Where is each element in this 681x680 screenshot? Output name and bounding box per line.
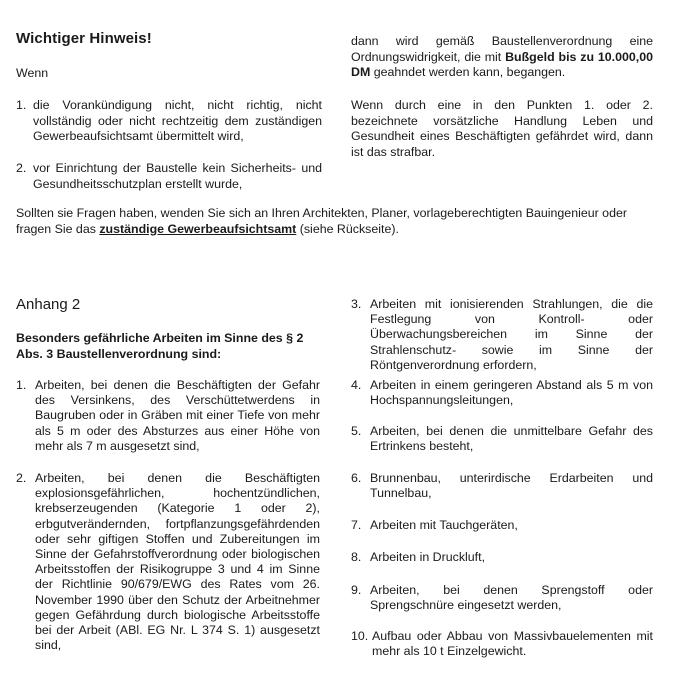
notice-point-1 [16,98,322,145]
annex-item-number: 9. [351,583,362,597]
notice-point-2 [16,161,322,192]
annex-item-text: Arbeiten, bei denen Sprengstoff oder Sprengschnüre eingesetzt werden, [370,583,653,613]
annex-item-number: 3. [351,297,362,311]
annex-item-number: 2. [16,471,27,485]
annex-item-text: Arbeiten in Druckluft, [370,550,486,564]
annex-item-text: Arbeiten mit ionisierenden Strahlungen, die die Festlegung von Kontroll- oder Überwachungsbereichen im Sinne der Strahlenschutz- sowie im Sinne der Röntgenverordnung erfordern, [370,297,653,372]
annex-subtitle: Besonders gefährliche Arbeiten im Sinne des § 2 Abs. 3 Baustellenverordnung sind: [16,331,304,361]
notice-heading: Wichtiger Hinweis! [16,30,152,47]
notice-point-text: vor Einrichtung der Baustelle kein Sicherheits- und Gesundheitsschutzplan erstellt wurde, [33,161,322,191]
annex-item-text: Arbeiten, bei denen die Beschäftigten explosionsgefährlichen, hochentzündlichen, krebserzeugenden (Kategorie 1 oder 2), erbgutverändernden, fortpflanzungsgefährdenden oder sehr giftigen Stoffen und Zubereitungen im Sinne der Gefahrstoffverordnung oder biologischen Arbeitsstoffen der Risikogruppe 3 und 4 im Sinne der Richtlinie 90/679/EWG des Rates vom 26. November 1990 über den Schutz der Arbeitnehmer gegen Gefährdung durch biologische Arbeitsstoffe bei der Arbeit (ABl. EG Nr. L 374 S. 1) ausgesetzt sind, [35,471,320,653]
annex-item-text: Arbeiten in einem geringeren Abstand als 5 m von Hochspannungsleitungen, [370,378,653,408]
notice-fine-paragraph [351,34,653,81]
annex-item-number: 1. [16,378,27,392]
annex-list-item [351,550,653,565]
annex-list-item [351,583,653,613]
notice-questions-paragraph [16,206,661,237]
annex-list-item [351,471,653,501]
annex-item-number: 10. [351,629,369,643]
annex-item-number: 6. [351,471,362,485]
annex-list-item [16,471,320,653]
annex-list-item [16,378,320,454]
annex-item-text: Arbeiten mit Tauchgeräten, [370,518,518,532]
annex-item-number: 8. [351,550,362,564]
notice-fine-text-start: dann wird gemäß Baustellenverordnung eine Ordnungswidrigkeit, die mit [351,34,653,64]
annex-item-number: 7. [351,518,362,532]
annex-item-text: Aufbau oder Abbau von Massivbauelementen mit mehr als 10 t Einzelgewicht. [372,629,653,659]
notice-point-number: 1. [16,98,27,112]
annex-item-text: Arbeiten, bei denen die unmittelbare Gefahr des Ertrinkens besteht, [370,424,653,454]
annex-list-item [351,378,653,408]
annex-list-item [351,629,653,659]
annex-title: Anhang 2 [16,296,81,313]
notice-point-text: die Vorankündigung nicht, nicht richtig, nicht vollständig oder nicht rechtzeitig dem zuständigen Gewerbeaufsichtsamt übermittelt wird, [33,98,322,144]
annex-item-text: Brunnenbau, unterirdische Erdarbeiten und Tunnelbau, [370,471,653,501]
notice-criminal-paragraph: Wenn durch eine in den Punkten 1. oder 2. bezeichnete vorsätzliche Handlung Leben und Gesundheit eines Beschäftigten gefährdet wird, dann ist das strafbar. [351,98,653,159]
annex-list-item [351,424,653,454]
annex-item-number: 4. [351,378,362,392]
annex-list-item [351,297,653,373]
notice-fine-amount: Bußgeld bis zu 10.000,00 DM [351,49,653,80]
authority-reference: zuständige Gewerbeaufsichtsamt [99,221,297,236]
annex-item-text: Arbeiten, bei denen die Beschäftigten der Gefahr des Versinkens, des Verschüttetwerdens in Baugruben oder in Gräben mit einer Tiefe von mehr als 5 m oder des Absturzes aus einer Höhe von mehr als 7 m ausgesetzt sind, [35,378,320,453]
notice-fine-text-end: geahndet werden kann, begangen. [370,65,566,80]
questions-text-end: (siehe Rückseite). [296,221,399,236]
notice-point-number: 2. [16,161,27,175]
questions-text-start: Sollten sie Fragen haben, wenden Sie sich an Ihren Architekten, Planer, vorlageberechtigten Bauingenieur oder fragen Sie das [16,206,627,236]
notice-intro: Wenn [16,66,49,80]
annex-item-number: 5. [351,424,362,438]
annex-list-item [351,518,653,533]
